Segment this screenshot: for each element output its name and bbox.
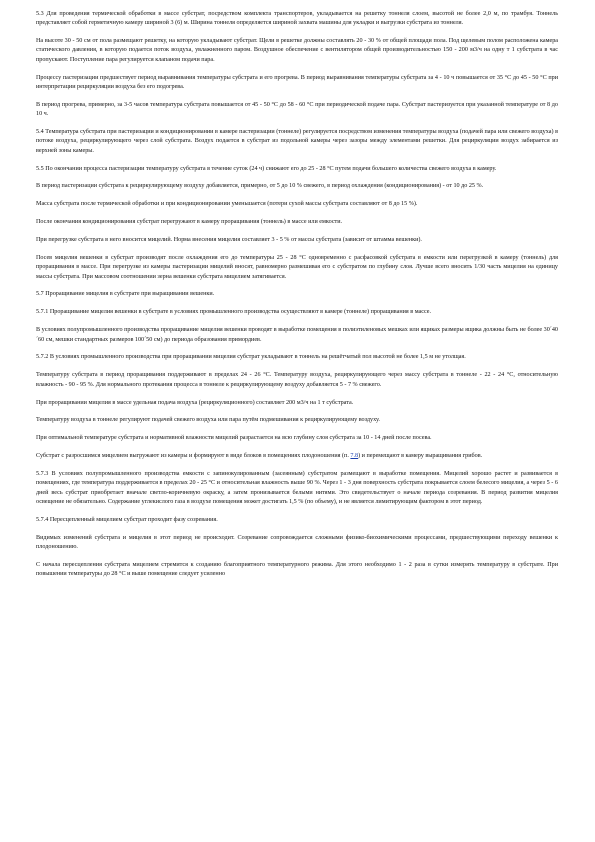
paragraph-5-4: 5.4 Температура субстрата при пастеризации и кондиционировании в камере пастеризации (тоннеле) регулируется посредством изменения температуры воздуха (подачей пара или свежего воздуха) в потоке воздуха, рециркулирующего через слой субстрата. Воздух подается в субстрат из подольной камеры через зазоры между элементами решетки. Для рециркуляции воздух забирается из верхней зоны камеры. (36, 129, 558, 154)
paragraph-unloading (36, 452, 558, 461)
paragraph-unloading-text-end: ) и перемещают в камеру выращивания грибов. (358, 453, 483, 460)
paragraph-spawning: Посев мицелия вешенки в субстрат производят после охлаждения его до температуры 25 - 28 °С одновременно с расфасовкой субстрата в емкости или перегрузкой в камеру (тоннель) для проращивания в массе. При перегрузке из камеры пастеризации мицелий вносят, равномерно размешивая его с субстратом по глубину слоя. Лучше всего вносить 1/30 часть мицелия на единицу массы субстрата. При массовом соотношении зерна вешенки субстрата мицелием затягивается. (36, 254, 558, 280)
paragraph-5-5: 5.5 По окончании процесса пастеризации температуру субстрата в течение суток (24 ч) снижают его до 25 - 28 °С путем подачи большего количества свежего воздуха в камеру. (36, 165, 497, 172)
paragraph-unloading-text-start: Субстрат с разросшимся мицелием выгружают из камеры и формируют в виде блоков в помещениях плодоношения (п. (36, 453, 351, 460)
paragraph-spawn-rate: При перегрузке субстрата в него вносится мицелий. Норма внесения мицелия составляет 3 - 5 % от массы субстрата (зависит от штамма вешенки). (36, 237, 422, 244)
paragraph-heating-period: В период прогрева, примерно, за 3-5 часов температура субстрата повышается от 45 - 50 °С до 58 - 60 °С при периодической подаче пара. Субстрат пастеризуется при указанной температуре от 8 до 10 ч. (36, 101, 558, 118)
paragraph-fresh-air-ratio: В период пастеризации субстрата к рециркулирующему воздуху добавляется, примерно, от 5 до 10 % свежего, в период охлаждения (кондиционирования) - от 10 до 25 %. (36, 183, 484, 190)
paragraph-temperature-equalization: Процессу пастеризации предшествует период выравнивания температуры субстрата и его прогрева. В период выравнивания температуры субстрата за 4 - 10 ч повышается от 35 °С до 45 - 50 °С при интерпретации рециркуляции воздуха без его подогрева. (36, 74, 558, 90)
paragraph-temperature-control: С начала пересцепления субстрата мицелием стремится к созданию благоприятного температурного режима. Для этого необходимо 1 - 2 раза в сутки измерять температуру в субстрате. При повышении температуры до 28 °С и выше помещение следует усиленно (36, 561, 558, 578)
paragraph-air-regulation: Температуру воздуха в тоннеле регулируют подачей свежего воздуха или пара путём подмешивания к рециркулирующему воздуху. (36, 417, 380, 424)
paragraph-semi-industrial: В условиях полупромышленного производства проращивание мицелия вешенки проводят в выработке помещения в полиэтиленовых мешках или ящиках размеры ящика должны быть не более 30´40´60 см, мешки стандартных размеров 100´50 см) до периода образования примордиев. (36, 327, 558, 343)
paragraph-5-7-3: 5.7.3 В условиях полупромышленного производства емкости с запинокулированным (засеянным) субстратом размещают в выработке помещения. Мицелий хорошо растет и развивается в помещениях, где температура поддерживается в пределах 20 - 25 °С и относительная влажность выше 90 %. Через 1 - 3 дня поверхность субстрата покрывается слоем белесого мицелия, а через 5 - 6 дней весь субстрат приобретает вначале светло-коричневую окраску, а затем пронизывается белыми нитями. Это свидетельствует о начале периода созревания. В период развития мицелия освещение не обязательно. Содержание углекислого газа в воздухе помещения может достигать 1,5 % (по объему), и не является лимитирующим фактором в этот период. (36, 471, 558, 505)
paragraph-mass-loss: Масса субстрата после термической обработки и при кондиционировании уменьшается (потери сухой массы субстрата составляют от 8 до 15 %). (36, 201, 418, 208)
paragraph-5-7-2: 5.7.2 В условиях промышленного производства при проращивании мицелия субстрат укладывают в тоннель на решётчатый пол высотой не более 1,5 м не утолщая. (36, 354, 466, 361)
paragraph-5-7-1: 5.7.1 Проращивание мицелия вешенки в субстрате в условиях промышленного производства осуществляют в камере (тоннеле) проращивания в массе. (36, 309, 432, 316)
paragraph-maturation: Видимых изменений субстрата и мицелия в этот период не происходит. Созревание сопровождается сложными физико-биохимическими процессами, предшествующими переходу вешенки к плодоношению. (36, 534, 558, 551)
paragraph-5-7: 5.7 Проращивание мицелия в субстрате при выращивании вешенки. (36, 291, 215, 298)
paragraph-air-supply: При проращивании мицелия в массе удельная подача воздуха (рециркуляционного) составляет 200 м3/ч на 1 т субстрата. (36, 399, 354, 406)
paragraph-tunnel-temperature: Температуру субстрата в период проращивания поддерживают в пределах 24 - 26 °С. Температуру воздуха, рециркулирующего через массу субстрата в тоннеле - 22 - 24 °С, относительную влажность - 90 - 95 %. Для нормального протекания процесса в тоннеле к рециркулирующему воздуху добавляется 5 - 7 % свежего. (36, 372, 558, 388)
paragraph-tunnel-floor: На высоте 30 - 50 см от пола размещают решетку, на которую укладывают субстрат. Щели в решетке должны составлять 20 - 30 % от общей площади пола. Под щелевым полом расположена камера статического давления, в которую подается поток воздуха, увлажненного паром. Воздушное обеспечение с вентилятором общей производительностью 150 - 200 м3/ч на одну т 1 субстрата в час пропускают. Поступление пара регулируется клапаном подачи пара. (36, 38, 558, 63)
paragraph-5-3: 5.3 Для проведения термической обработки в массе субстрат, посредством комплекта транспортеров, укладывается на решетку тоннеля слоем, высотой не более 2,0 м, по трамбуя. Тоннель представляет собой герметичную камеру шириной 3 (6) м. Ширина тоннеля определяется шириной захвата машины для укладки и выгрузки субстрата из тоннеля. (36, 11, 558, 27)
section-7-8-link[interactable]: 7.8 (350, 453, 359, 460)
paragraph-5-7-4: 5.7.4 Пересцепленный мицелием субстрат проходит фазу созревания. (36, 516, 218, 523)
paragraph-transfer: После окончания кондиционирования субстрат перегружают в камеру проращивания (тоннель) в массе или емкости. (36, 219, 343, 226)
paragraph-growth-duration: При оптимальной температуре субстрата и нормативной влажности мицелий разрастается на всю глубину слоя субстрата за 10 - 14 дней после посева. (36, 435, 432, 442)
